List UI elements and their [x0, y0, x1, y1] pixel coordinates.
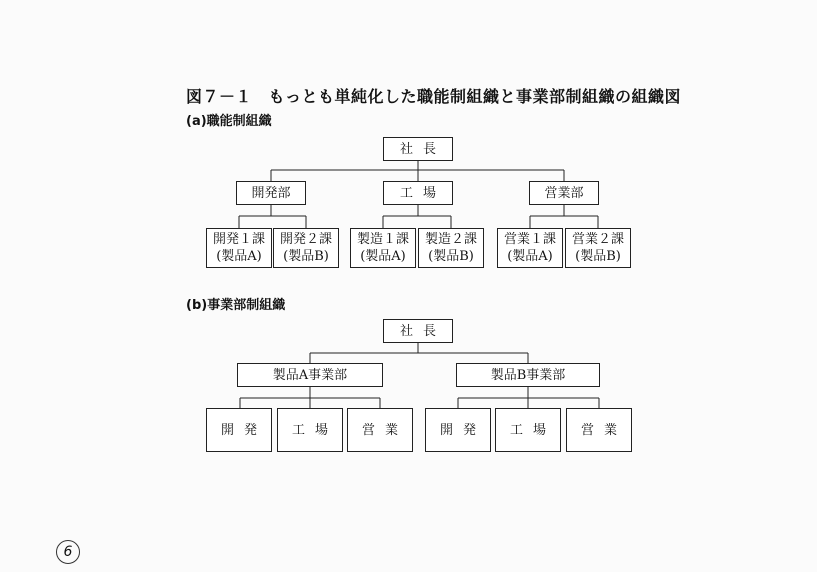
a-unit-mfg-1: 製造１課 (製品A): [350, 228, 416, 268]
b-b-sales: 営業: [566, 408, 632, 452]
b-division-a: 製品A事業部: [237, 363, 383, 387]
a-unit-dev-2: 開発２課 (製品B): [273, 228, 339, 268]
b-a-factory: 工場: [277, 408, 343, 452]
a-unit-sales-2: 営業２課 (製品B): [565, 228, 631, 268]
page-number: 6: [56, 540, 80, 564]
a-unit-sales-1: 営業１課 (製品A): [497, 228, 563, 268]
a-dept-factory: 工場: [383, 181, 453, 205]
b-b-development: 開発: [425, 408, 491, 452]
a-dept-sales: 営業部: [529, 181, 599, 205]
a-president-box: 社長: [383, 137, 453, 161]
b-a-sales: 営業: [347, 408, 413, 452]
section-b-label: (b)事業部制組織: [186, 298, 286, 313]
a-unit-mfg-2: 製造２課 (製品B): [418, 228, 484, 268]
b-president-box: 社長: [383, 319, 453, 343]
a-dept-development: 開発部: [236, 181, 306, 205]
a-unit-dev-1: 開発１課 (製品A): [206, 228, 272, 268]
b-a-development: 開発: [206, 408, 272, 452]
section-a-label: (a)職能制組織: [186, 114, 272, 129]
figure-title: 図７－１ もっとも単純化した職能制組織と事業部制組織の組織図: [186, 87, 682, 106]
b-b-factory: 工場: [495, 408, 561, 452]
b-division-b: 製品B事業部: [456, 363, 600, 387]
